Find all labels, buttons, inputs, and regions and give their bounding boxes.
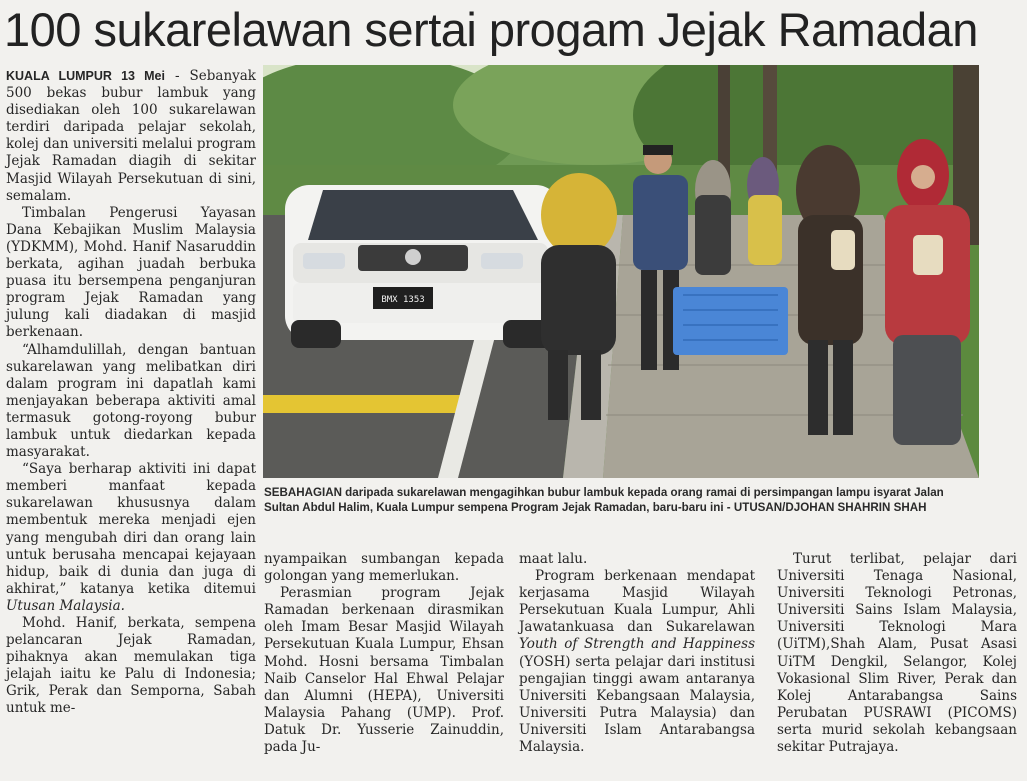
paragraph [6, 461, 256, 615]
paragraph: “Alhamdulillah, dengan bantuan sukarelawan yang melibatkan diri dalam program ini dapatlah kami menjayakan beberapa aktiviti amal termasuk gotong-royong bubur lambuk untuk diedarkan kepada masyarakat. [6, 341, 256, 461]
article-column-3 [519, 551, 755, 756]
paragraph: Timbalan Pengerusi Yayasan Dana Kebajikan Muslim Malaysia (YDKMM), Mohd. Hanif Nasaruddin berkata, agihan juadah berbuka puasa itu bersempena penganjuran program Jejak Ramadan yang julung kali diadakan di masjid berkenaan. [6, 204, 256, 341]
photo-caption [264, 485, 970, 515]
paragraph: nyampaikan sumbangan kepada golongan yang memerlukan. [264, 551, 504, 585]
paragraph-text: - Sebanyak 500 bekas bubur lambuk yang disediakan oleh 100 sukarelawan terdiri daripada pelajar sekolah, kolej dan universiti melalui program Jejak Ramadan diagih di sekitar Masjid Wilayah Persekutuan di sini, semalam. [6, 68, 256, 204]
caption-text: daripada sukarelawan mengagihkan bubur lambuk kepada orang ramai di persimpangan lampu isyarat Jalan Sultan Abdul Halim, Kuala Lumpur sempena Program Jejak Ramadan, baru-baru ini - UTUSAN/DJOHAN SHAHRIN SHAH [264, 486, 944, 514]
paragraph: Turut terlibat, pelajar dari Universiti Tenaga Nasional, Universiti Teknologi Petronas, Universiti Sains Islam Malaysia, Universiti Teknologi Mara (UiTM),Shah Alam, Pusat Asasi UiTM Dengkil, Selangor, Kolej Vokasional Slim River, Perak dan Kolej Antarabangsa Sains Perubatan PUSRAWI (PICOMS) serta murid sekolah kebangsaan sekitar Putrajaya. [777, 551, 1017, 756]
paragraph-text: (YOSH) serta pelajar dari institusi pengajian tinggi awam antaranya Universiti Kebangsaan Malaysia, Universiti Putra Malaysia) dan Universiti Islam Antarabangsa Malaysia. [519, 653, 755, 756]
dateline: KUALA LUMPUR 13 Mei [6, 69, 165, 83]
article-column-4 [777, 551, 1017, 756]
organization-name: Youth of Strength and Happiness [519, 636, 755, 653]
paragraph [6, 68, 256, 205]
paragraph [519, 568, 755, 756]
article-column-1 [6, 68, 256, 718]
paragraph-text: Program berkenaan mendapat kerjasama Masjid Wilayah Persekutuan Kuala Lumpur, Ahli Jawatankuasa dan Sukarelawan [519, 568, 755, 636]
paragraph-text: “Saya berharap aktiviti ini dapat memberi manfaat kepada sukarelawan khususnya dalam membentuk mereka menjadi ejen yang mengubah diri dan orang lain untuk berusaha mencapai kejayaan hidup, baik di dunia dan juga di akhirat,” katanya ketika ditemui [6, 461, 256, 597]
paragraph: Mohd. Hanif, berkata, sempena pelancaran Jejak Ramadan, pihaknya akan memulakan tiga jelajah iaitu ke Palu di Indonesia; Grik, Perak dan Semporna, Sabah untuk me- [6, 615, 256, 717]
news-photo [263, 65, 979, 478]
paragraph: Perasmian program Jejak Ramadan berkenaan dirasmikan oleh Imam Besar Masjid Wilayah Persekutuan Kuala Lumpur, Ehsan Mohd. Hosni bersama Timbalan Naib Canselor Hal Ehwal Pelajar dan Alumni (HEPA), Universiti Malaysia Pahang (UMP). Prof. Datuk Dr. Yusserie Zainuddin, pada Ju- [264, 585, 504, 756]
volunteers-photo-illustration [263, 65, 979, 478]
article-column-2 [264, 551, 504, 756]
article-headline: 100 sukarelawan sertai progam Jejak Ramadan [4, 3, 978, 56]
newspaper-name: Utusan Malaysia. [6, 597, 125, 614]
license-plate: BMX 1353 [381, 295, 425, 305]
caption-lead: SEBAHAGIAN [264, 486, 342, 499]
paragraph: maat lalu. [519, 551, 588, 567]
